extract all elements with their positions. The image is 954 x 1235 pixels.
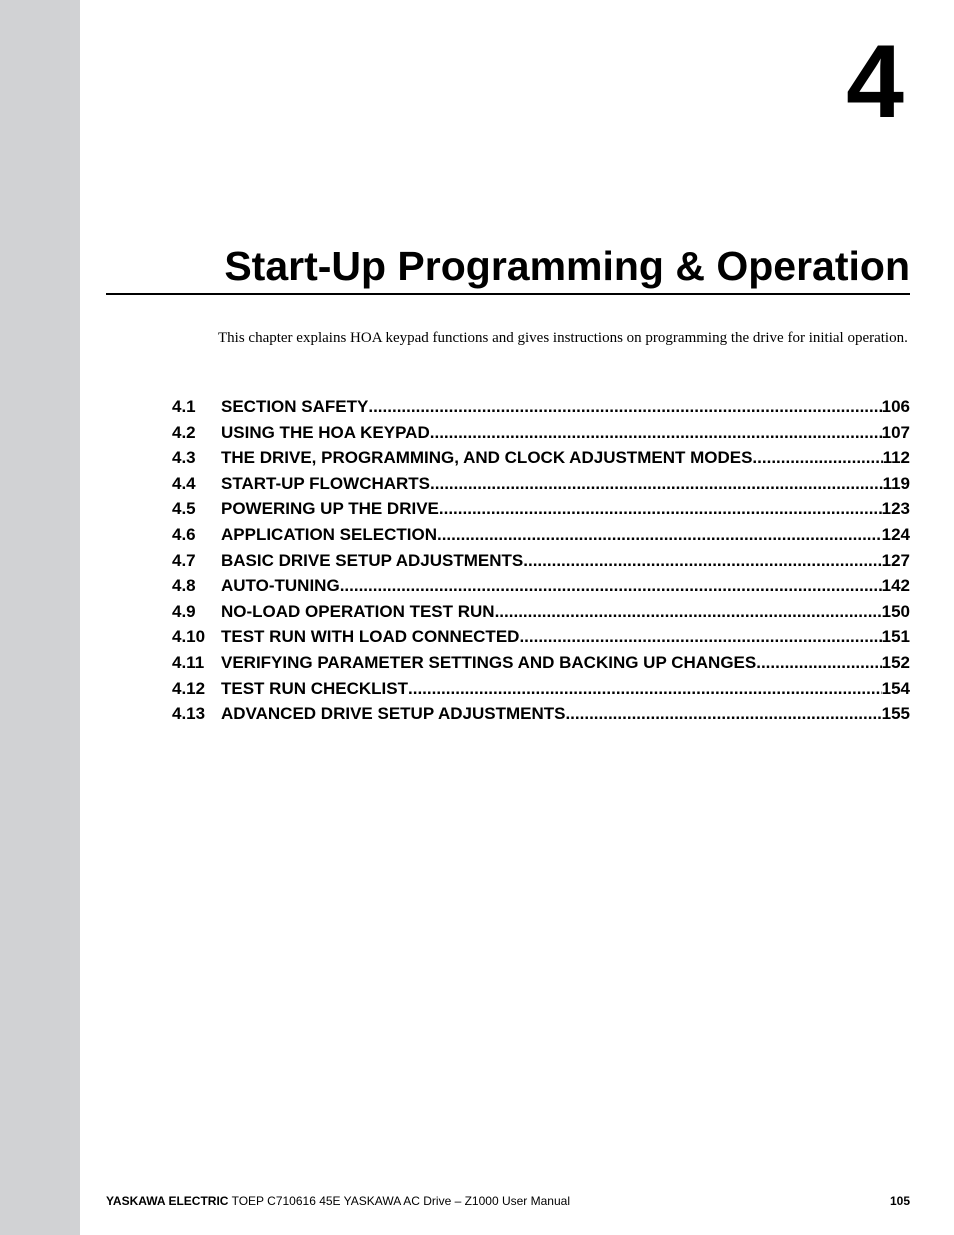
toc-section-number: 4.13 — [172, 704, 206, 724]
toc-section-title: BASIC DRIVE SETUP ADJUSTMENTS — [221, 550, 524, 570]
toc-page-number: 119 — [882, 473, 910, 493]
toc-leader-dots — [437, 525, 882, 545]
table-of-contents — [172, 397, 910, 730]
toc-section-title: THE DRIVE, PROGRAMMING, AND CLOCK ADJUSTMENT MODES — [221, 448, 753, 468]
toc-section-title: TEST RUN CHECKLIST — [221, 678, 408, 698]
toc-section-number: 4.8 — [172, 576, 196, 596]
toc-page-number: 154 — [881, 678, 910, 698]
toc-section-number: 4.1 — [172, 397, 196, 416]
toc-leader-dots — [523, 551, 881, 571]
toc-page-number: 150 — [881, 601, 910, 621]
toc-section-number: 4.2 — [172, 422, 196, 442]
toc-section-title: VERIFYING PARAMETER SETTINGS AND BACKING UP CHANGES — [221, 652, 757, 672]
toc-entry[interactable] — [172, 576, 910, 602]
toc-leader-dots — [519, 627, 881, 647]
toc-section-title: ADVANCED DRIVE SETUP ADJUSTMENTS — [221, 704, 566, 724]
toc-leader-dots — [439, 499, 882, 519]
toc-entry[interactable] — [172, 653, 910, 679]
toc-section-number: 4.9 — [172, 601, 196, 621]
page-footer — [106, 1194, 910, 1208]
title-divider — [106, 293, 910, 295]
toc-section-title: TEST RUN WITH LOAD CONNECTED — [221, 627, 520, 647]
toc-page-number: 123 — [881, 499, 910, 519]
footer-document-info — [106, 1194, 570, 1208]
toc-page-number: 127 — [881, 550, 910, 570]
footer-brand: YASKAWA ELECTRIC — [106, 1194, 229, 1208]
toc-page-number: 107 — [881, 422, 910, 442]
toc-page-number: 106 — [881, 397, 910, 416]
toc-leader-dots — [752, 448, 882, 468]
toc-section-number: 4.3 — [172, 448, 196, 468]
footer-page-number: 105 — [889, 1194, 910, 1208]
toc-page-number: 112 — [882, 448, 910, 468]
toc-leader-dots — [495, 602, 882, 622]
toc-entry[interactable] — [172, 627, 910, 653]
toc-section-title: POWERING UP THE DRIVE — [221, 499, 439, 519]
toc-entry[interactable] — [172, 679, 910, 705]
chapter-intro: This chapter explains HOA keypad functions and gives instructions on programming the drive for initial operation. — [218, 330, 908, 346]
toc-section-title: START-UP FLOWCHARTS — [221, 473, 431, 493]
toc-entry[interactable] — [172, 423, 910, 449]
toc-entry[interactable] — [172, 474, 910, 500]
toc-leader-dots — [430, 474, 883, 494]
toc-section-number: 4.6 — [172, 524, 196, 544]
toc-section-number: 4.4 — [172, 473, 196, 493]
toc-leader-dots — [368, 397, 881, 417]
toc-section-number: 4.7 — [172, 550, 196, 570]
toc-page-number: 124 — [881, 524, 910, 544]
toc-section-number: 4.5 — [172, 499, 196, 519]
toc-entry[interactable] — [172, 704, 910, 730]
toc-leader-dots — [408, 679, 882, 699]
toc-page-number: 142 — [881, 576, 910, 596]
chapter-number: 4 — [846, 24, 902, 140]
toc-entry[interactable] — [172, 499, 910, 525]
toc-leader-dots — [340, 576, 882, 596]
toc-leader-dots — [430, 423, 882, 443]
toc-section-title: AUTO-TUNING — [221, 576, 340, 596]
toc-entry[interactable] — [172, 448, 910, 474]
toc-entry[interactable] — [172, 551, 910, 577]
toc-section-number: 4.11 — [172, 652, 205, 672]
toc-section-title: NO-LOAD OPERATION TEST RUN — [221, 601, 495, 621]
footer-document-title: TOEP C710616 45E YASKAWA AC Drive – Z1000 User Manual — [231, 1194, 570, 1208]
toc-section-title: SECTION SAFETY — [221, 397, 369, 416]
side-margin-band — [0, 0, 80, 1235]
toc-leader-dots — [565, 704, 881, 724]
chapter-title: Start-Up Programming & Operation — [224, 243, 910, 289]
toc-page-number: 155 — [881, 704, 910, 724]
toc-section-number: 4.10 — [172, 627, 206, 647]
toc-section-title: USING THE HOA KEYPAD — [221, 422, 430, 442]
toc-entry[interactable] — [172, 602, 910, 628]
toc-section-number: 4.12 — [172, 678, 206, 698]
toc-leader-dots — [756, 653, 881, 673]
toc-entry[interactable] — [172, 525, 910, 551]
toc-entry[interactable] — [172, 397, 910, 423]
toc-section-title: APPLICATION SELECTION — [221, 524, 437, 544]
toc-page-number: 151 — [881, 627, 910, 647]
toc-page-number: 152 — [881, 652, 910, 672]
